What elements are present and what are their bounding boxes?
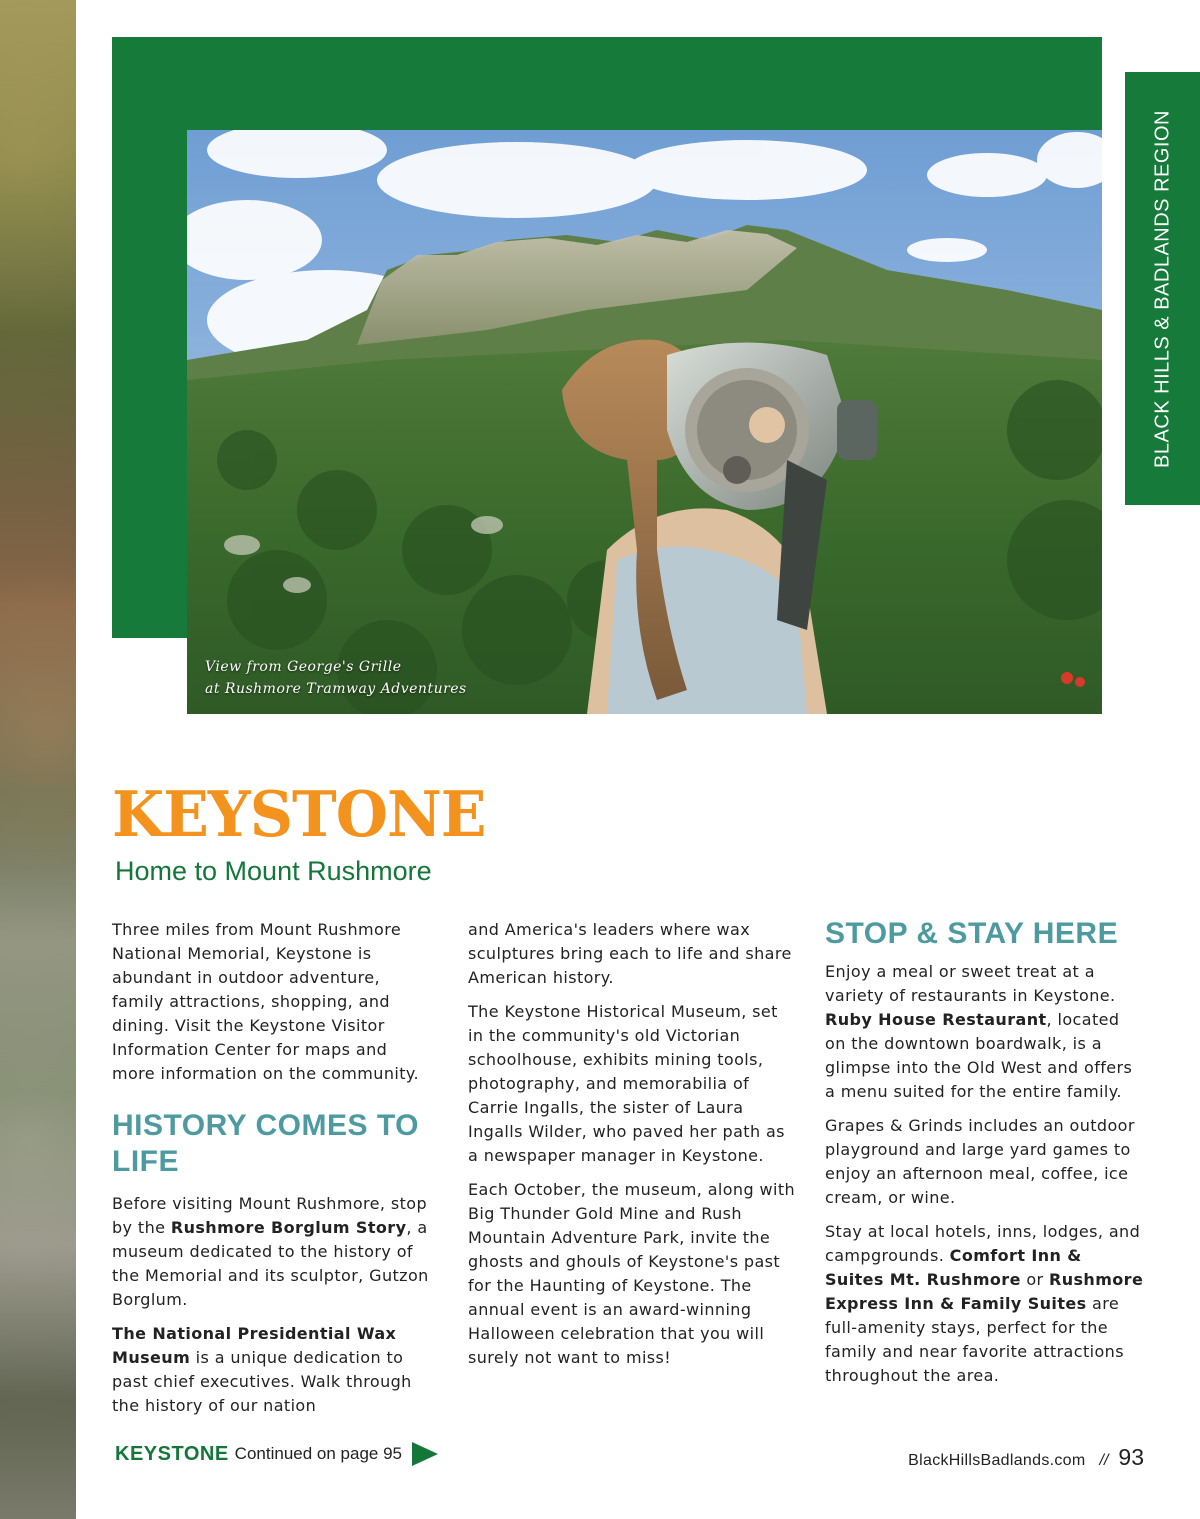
borglum-paragraph: Before visiting Mount Rushmore, stop by the Rushmore Borglum Story, a museum dedicated to the history of the Memorial and its sculptor, Gutzon Borglum. — [112, 1194, 429, 1309]
wax-museum-name: The National Presidential Wax Museum — [112, 1324, 397, 1367]
continued-keyword: KEYSTONE — [115, 1442, 229, 1465]
arrow-right-icon — [412, 1442, 438, 1466]
footer-url[interactable]: BlackHillsBadlands.com — [908, 1452, 1086, 1469]
article-column-2 — [468, 918, 798, 1380]
haunting-paragraph: Each October, the museum, along with Big Thunder Gold Mine and Rush Mountain Adventure Park, invite the ghosts and ghouls of Keystone's past for the Haunting of Keystone. The annual event is an award-winning Halloween celebration that you will surely not want to miss! — [468, 1180, 796, 1367]
history-heading: HISTORY COMES TO LIFE — [112, 1109, 419, 1178]
page-footer — [908, 1444, 1144, 1471]
rushmore-express-name: Rushmore Express Inn & Family Suites — [825, 1270, 1144, 1313]
footer-separator: // — [1099, 1452, 1109, 1469]
region-side-tab — [1125, 72, 1200, 505]
photo-caption — [205, 656, 605, 700]
comfort-inn-name: Comfort Inn & Suites Mt. Rushmore — [825, 1246, 1082, 1289]
article-subtitle: Home to Mount Rushmore — [115, 856, 432, 886]
continued-link[interactable] — [115, 1440, 438, 1468]
stop-stay-heading: STOP & STAY HERE — [825, 917, 1119, 950]
photo-caption-line-2: at Rushmore Tramway Adventures — [205, 681, 467, 697]
side-photo-strip — [0, 0, 76, 1519]
ruby-house-name: Ruby House Restaurant — [825, 1010, 1047, 1029]
photo-caption-line-1: View from George's Grille — [205, 659, 402, 675]
grapes-grinds-paragraph: Grapes & Grinds includes an outdoor playground and large yard games to enjoy an afternoon meal, coffee, ice cream, or wine. — [825, 1116, 1135, 1207]
historical-museum-paragraph: The Keystone Historical Museum, set in the community's old Victorian schoolhouse, exhibits mining tools, photography, and memorabilia of Carrie Ingalls, the sister of Laura Ingalls Wilder, who paved her path as a newspaper manager in Keystone. — [468, 1002, 785, 1165]
region-label: BLACK HILLS & BADLANDS REGION — [1151, 109, 1173, 468]
restaurants-paragraph: Enjoy a meal or sweet treat at a variety of restaurants in Keystone. Ruby House Restaurant, located on the downtown boardwalk, is a glimpse into the Old West and offers a menu suited for the entire family. — [825, 962, 1133, 1101]
lodging-paragraph: Stay at local hotels, inns, lodges, and campgrounds. Comfort Inn & Suites Mt. Rushmore or Rushmore Express Inn & Family Suites are full-amenity stays, perfect for the family and near favorite attractions throughout the area. — [825, 1222, 1144, 1385]
hero-photo — [187, 130, 1102, 714]
article-title: KEYSTONE — [112, 778, 486, 852]
borglum-name: Rushmore Borglum Story — [170, 1218, 407, 1237]
article-column-1 — [112, 918, 432, 1428]
wax-continued-paragraph: and America's leaders where wax sculptures bring each to life and share American history. — [468, 920, 792, 987]
continued-text: Continued on page 95 — [234, 1444, 402, 1463]
page-number: 93 — [1118, 1444, 1144, 1470]
intro-paragraph: Three miles from Mount Rushmore National Memorial, Keystone is abundant in outdoor adventure, family attractions, shopping, and dining. Visit the Keystone Visitor Information Center for maps and more information on the community. — [112, 920, 419, 1083]
article-column-3 — [825, 918, 1145, 1398]
wax-museum-paragraph: The National Presidential Wax Museum is a unique dedication to past chief executives. Walk through the history of our nation — [112, 1324, 412, 1415]
